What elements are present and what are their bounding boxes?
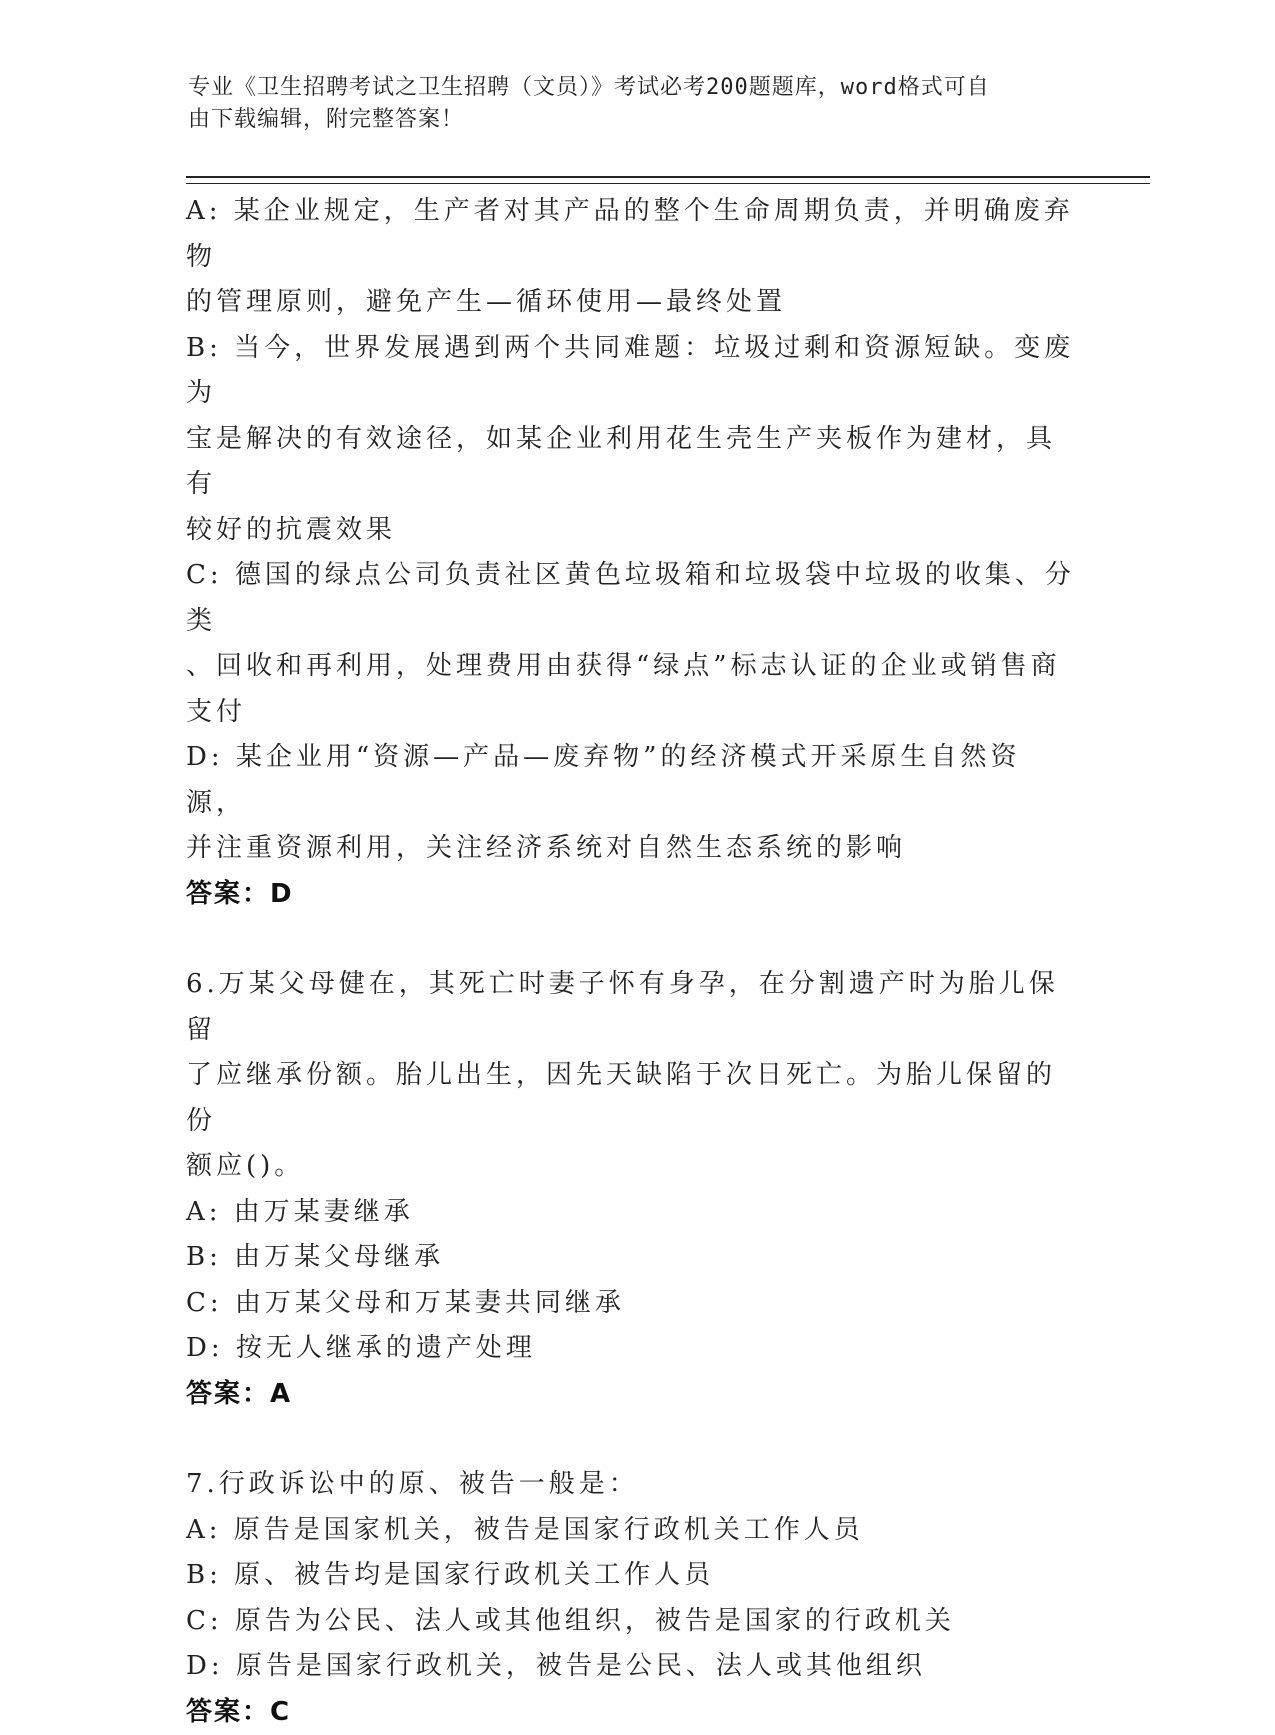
q6-option-d: D: 按无人继承的遗产处理: [186, 1326, 1076, 1372]
header-line-2: 由下载编辑，附完整答案！: [188, 104, 1068, 136]
q7-option-b: B: 原、被告均是国家行政机关工作人员: [186, 1553, 1076, 1599]
q7-option-c: C: 原告为公民、法人或其他组织，被告是国家的行政机关: [186, 1599, 1076, 1645]
q5-option-d-line-1: D: 某企业用“资源—产品—废弃物”的经济模式开采原生自然资源，: [186, 735, 1076, 826]
q7-option-a: A: 原告是国家机关，被告是国家行政机关工作人员: [186, 1508, 1076, 1554]
spacer: [186, 1417, 1076, 1462]
q5-option-b-line-3: 较好的抗震效果: [186, 508, 1076, 554]
q7-answer: 答案：C: [186, 1690, 1076, 1735]
q6-stem-line-1: 6.万某父母健在，其死亡时妻子怀有身孕，在分割遗产时为胎儿保留: [186, 962, 1076, 1053]
q5-option-c-line-3: 支付: [186, 690, 1076, 736]
q6-answer: 答案：A: [186, 1372, 1076, 1418]
q6-stem-line-2: 了应继承份额。胎儿出生，因先天缺陷于次日死亡。为胎儿保留的份: [186, 1053, 1076, 1144]
question-5: [186, 189, 1076, 917]
question-7: [186, 1462, 1076, 1735]
page-header: [188, 72, 1068, 136]
question-6: [186, 962, 1076, 1417]
spacer: [186, 917, 1076, 962]
document-body: [186, 189, 1076, 1735]
q6-option-a: A: 由万某妻继承: [186, 1190, 1076, 1236]
q5-option-d-line-2: 并注重资源利用，关注经济系统对自然生态系统的影响: [186, 826, 1076, 872]
q5-option-c-line-2: 、回收和再利用，处理费用由获得“绿点”标志认证的企业或销售商: [186, 644, 1076, 690]
header-rule-thick: [186, 176, 1150, 178]
q6-stem-line-3: 额应()。: [186, 1144, 1076, 1190]
header-line-1: 专业《卫生招聘考试之卫生招聘（文员）》考试必考200题题库，word格式可自: [188, 72, 1068, 104]
header-rule-thin: [186, 183, 1150, 184]
q5-option-c-line-1: C: 德国的绿点公司负责社区黄色垃圾箱和垃圾袋中垃圾的收集、分类: [186, 553, 1076, 644]
q5-answer: 答案：D: [186, 872, 1076, 918]
q7-option-d: D: 原告是国家行政机关，被告是公民、法人或其他组织: [186, 1644, 1076, 1690]
q5-option-b-line-1: B: 当今，世界发展遇到两个共同难题：垃圾过剩和资源短缺。变废为: [186, 326, 1076, 417]
q7-stem: 7.行政诉讼中的原、被告一般是：: [186, 1462, 1076, 1508]
q6-option-c: C: 由万某父母和万某妻共同继承: [186, 1281, 1076, 1327]
q5-option-a-line-1: A: 某企业规定，生产者对其产品的整个生命周期负责，并明确废弃物: [186, 189, 1076, 280]
q5-option-b-line-2: 宝是解决的有效途径，如某企业利用花生壳生产夹板作为建材，具有: [186, 417, 1076, 508]
q6-option-b: B: 由万某父母继承: [186, 1235, 1076, 1281]
q5-option-a-line-2: 的管理原则，避免产生—循环使用—最终处置: [186, 280, 1076, 326]
